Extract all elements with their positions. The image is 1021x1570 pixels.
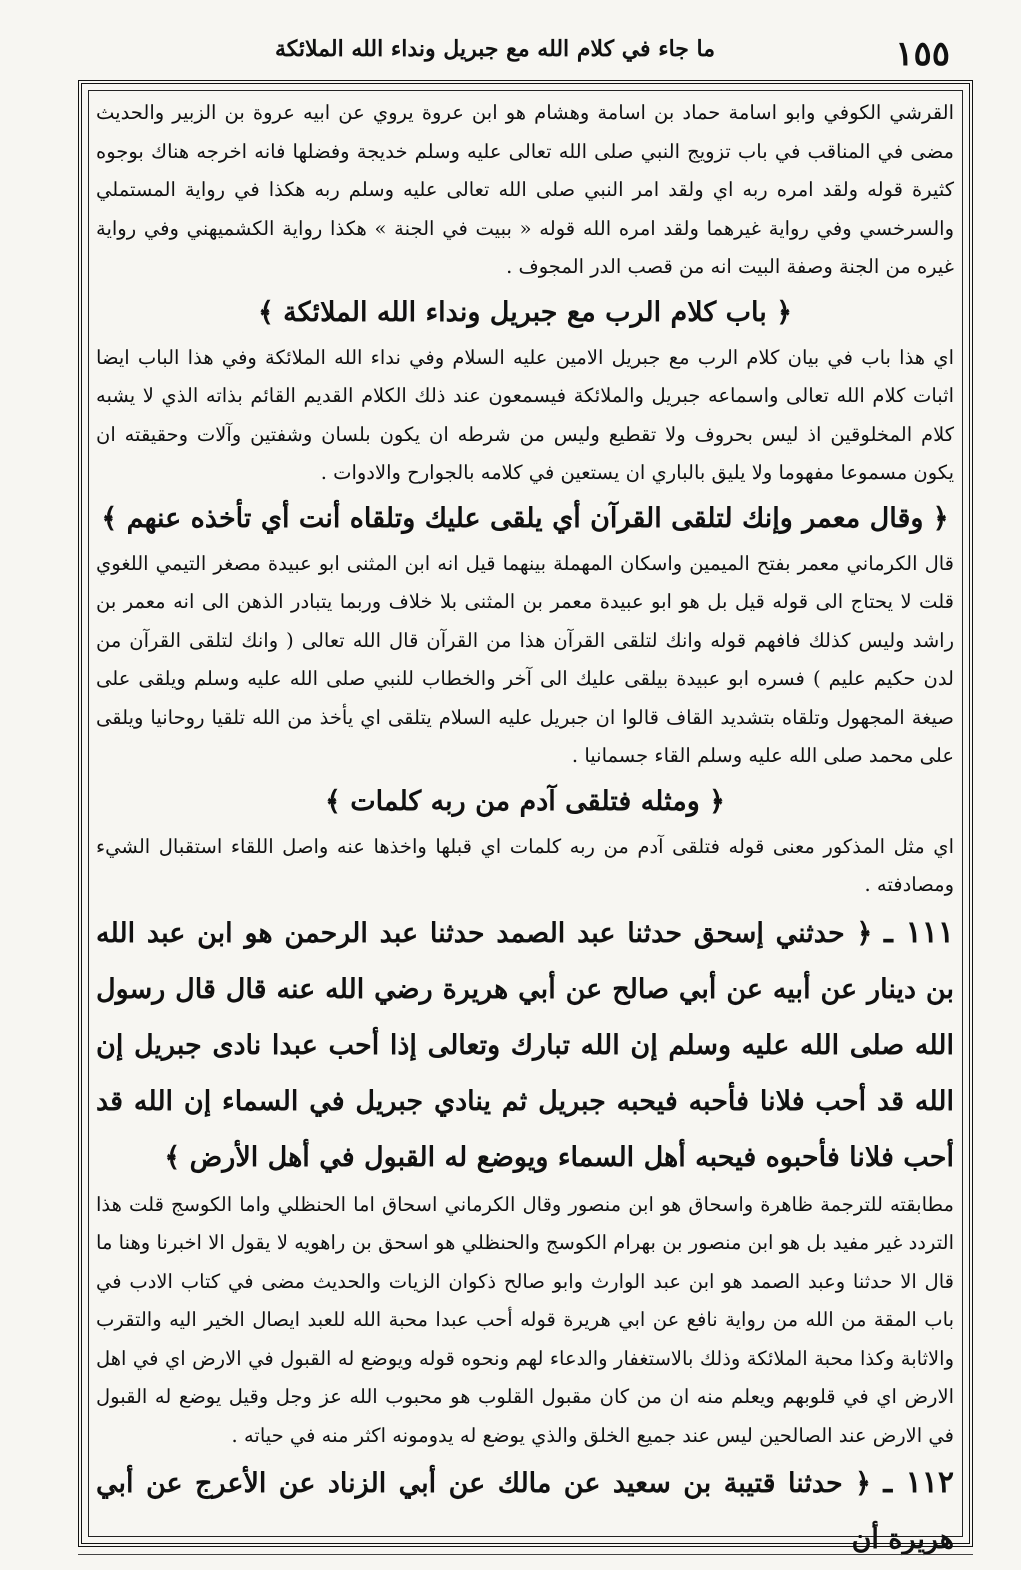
commentary-paragraph: قال الكرماني معمر بفتح الميمين واسكان المهملة بينهما قيل انه ابن المثنى ابو عبيدة مصغر التيمي اللغوي قلت لا يحتاج الى قوله قيل بل هو ابو عبيدة معمر بن المثنى بلا خلاف وربما يتبادر الذهن الى انه معمر بن راشد وليس كذلك فافهم قوله وانك لتلقى القرآن هذا من القرآن قال الله تعالى ( وانك لتلقى القرآن من لدن حكيم عليم ) فسره ابو عبيدة بيلقى عليك الى آخر والخطاب للنبي صلى الله عليه وسلم ويلقى على صيغة المجهول وتلقاه بتشديد القاف قالوا ان جبريل عليه السلام يتلقى اي يأخذ من الله تلقيا روحانيا ويلقى على محمد صلى الله عليه وسلم القاء جسمانيا . [96, 551, 954, 767]
quote-heading: ﴿ وقال معمر وإنك لتلقى القرآن أي يلقى عليك وتلقاه أنت أي تأخذه عنهم ﴾ [101, 502, 949, 534]
hadith-text [96, 905, 954, 1186]
quote-heading: ﴿ ومثله فتلقى آدم من ربه كلمات ﴾ [325, 785, 725, 817]
page-header [40, 26, 990, 86]
hadith-number: ١١٢ ـ [883, 1465, 954, 1500]
chapter-heading: ﴿ باب كلام الرب مع جبريل ونداء الله الملائكة ﴾ [257, 296, 793, 328]
commentary-paragraph: مطابقته للترجمة ظاهرة واسحاق هو ابن منصور وقال الكرماني اسحاق اما الحنظلي واما الكوسج قلت هذا التردد غير مفيد بل هو ابن منصور بن بهرام الكوسج والحنظلي هو اسحق بن راهويه لا يقول الا اخبرنا وهنا ما قال الا حدثنا وعبد الصمد هو ابن عبد الوارث وابو صالح ذكوان الزيات والحديث مضى في كتاب الادب في باب المقة من الله من رواية نافع عن ابي هريرة قوله أحب عبدا محبة الله للعبد ايصال الخير اليه والتقرب والاثابة وكذا محبة الملائكة وذلك بالاستغفار والدعاء لهم ونحوه قوله ويوضع له القبول في الارض اي في اهل الارض اي في قلوبهم ويعلم منه ان من كان مقبول القلوب هو محبوب الله عز وجل وقيل يوضع له القبول في الارض عند الصالحين ليس عند جميع الخلق والذي يوضع له يدومونه اكثر منه في حياته . [96, 1192, 954, 1447]
footer-rule [78, 1554, 973, 1555]
commentary-paragraph: اي مثل المذكور معنى قوله فتلقى آدم من ربه كلمات اي قبلها واخذها عنه واصل اللقاء استقبال الشيء ومصادفته . [96, 834, 954, 896]
running-title: ما جاء في كلام الله مع جبريل ونداء الله الملائكة [274, 36, 716, 62]
page-content [96, 94, 954, 1555]
hadith-body: ﴿ حدثني إسحق حدثنا عبد الصمد حدثنا عبد الرحمن هو ابن عبد الله بن دينار عن أبيه عن أبي صالح عن أبي هريرة رضي الله عنه قال قال رسول الله صلى الله عليه وسلم إن الله تبارك وتعالى إذا أحب عبدا نادى جبريل إن الله قد أحب فلانا فأحبه فيحبه جبريل ثم ينادي جبريل في السماء إن الله قد أحب فلانا فأحبوه فيحبه أهل السماء ويوضع له القبول في أهل الأرض ﴾ [96, 917, 954, 1173]
hadith-number: ١١١ ـ [884, 914, 954, 950]
page-number: ١٥٥ [895, 34, 950, 74]
hadith-body: ﴿ حدثنا قتيبة بن سعيد عن مالك عن أبي الزناد عن الأعرج عن أبي هريرة أن [96, 1468, 954, 1555]
commentary-paragraph: القرشي الكوفي وابو اسامة حماد بن اسامة وهشام هو ابن عروة يروي عن ابيه عروة بن الزبير والحديث مضى في المناقب في باب تزويج النبي صلى الله تعالى عليه وسلم خديجة وفضلها فانه اخرجه هناك بوجوه كثيرة قوله ولقد امره ربه اي ولقد امر النبي صلى الله تعالى عليه وسلم ربه هكذا في رواية المستملي والسرخسي وفي رواية غيرهما ولقد امره الله قوله « ببيت في الجنة » هكذا رواية الكشميهني وفي رواية غيره من الجنة وصفة البيت انه من قصب الدر المجوف . [96, 101, 954, 278]
hadith-text [96, 1455, 954, 1568]
commentary-paragraph: اي هذا باب في بيان كلام الرب مع جبريل الامين عليه السلام وفي نداء الله الملائكة وفي هذا الباب ايضا اثبات كلام الله تعالى واسماعه جبريل والملائكة فيسمعون عند ذلك الكلام القديم القائم بذاته الذي لا يشبه كلام المخلوقين اذ ليس بحروف ولا تقطيع وليس من شرطه ان يكون بلسان وشفتين وآلات وحقيقته ان يكون مسموعا مفهوما ولا يليق بالباري ان يستعين في كلامه بالجوارح والادوات . [96, 345, 954, 484]
